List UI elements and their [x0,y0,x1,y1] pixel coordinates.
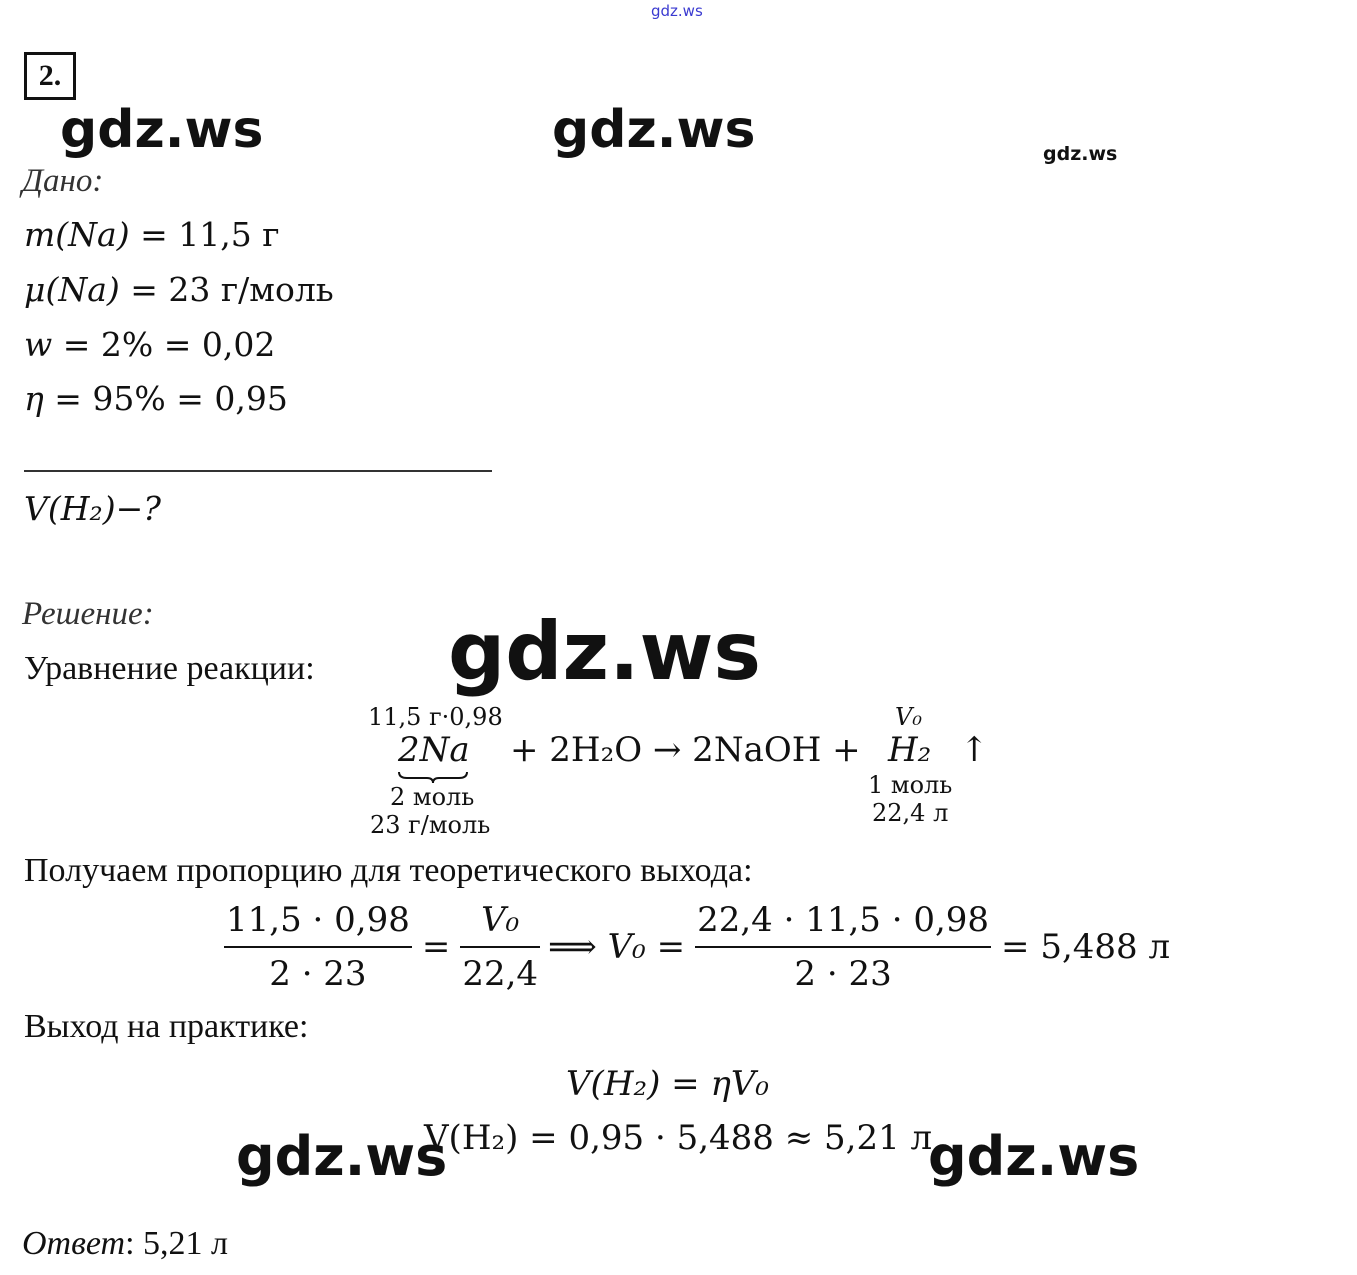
find-line: V(H₂)−? [24,489,161,528]
given-eta-rhs: = 95% = 0,95 [54,379,288,418]
reaction-middle: + 2H₂O → 2NaOH + [510,730,861,770]
reaction-h2-term: H₂ [888,730,932,770]
proportion-equation [224,900,1170,994]
proportion-implies: ⟹ V₀ = [548,927,686,967]
given-w-lhs: w [24,325,53,364]
given-divider [24,470,492,472]
answer-value: : 5,21 л [125,1225,228,1262]
task-number: 2. [24,52,76,100]
reaction-h2-bottom2: 22,4 л [872,799,949,827]
given-line-molar [24,270,334,309]
given-eta-lhs: η [24,379,44,418]
given-line-w [24,325,275,364]
reaction-na-bottom2: 23 г/моль [370,811,491,839]
fraction-v0-den: 2 · 23 [794,954,892,994]
given-line-eta [24,379,288,418]
watermark-top: gdz.ws [651,2,703,20]
fraction-bar [224,946,412,948]
given-mass-lhs: m(Na) [24,215,130,254]
underbrace-icon [397,770,469,784]
watermark-bottom-left: gdz.ws [236,1125,448,1188]
fraction-v0-num: 22,4 · 11,5 · 0,98 [697,900,990,940]
proportion-caption: Получаем пропорцию для теоретического выхода: [24,852,753,889]
watermark-bottom-right: gdz.ws [928,1125,1140,1188]
reaction-caption: Уравнение реакции: [24,650,315,687]
watermark-left: gdz.ws [60,100,264,160]
reaction-na-term: 2Na [398,730,470,770]
practice-equation-2: V(H₂) = 0,95 · 5,488 ≈ 5,21 л [424,1118,933,1158]
answer-label: Ответ [22,1225,126,1262]
reaction-h2-bottom1: 1 моль [868,771,953,799]
practice-caption: Выход на практике: [24,1008,309,1045]
given-molar-lhs: μ(Na) [24,270,120,309]
watermark-right: gdz.ws [1043,143,1118,165]
fraction-bar [695,946,991,948]
solution-label: Решение: [22,596,154,632]
reaction-na-top: 11,5 г·0,98 [368,703,503,731]
fraction-theory-right [460,900,540,994]
proportion-equals: = [421,927,451,967]
fraction-theory-left-den: 2 · 23 [269,954,367,994]
fraction-bar [460,946,540,948]
fraction-theory-left [224,900,412,994]
practice-equation-1: V(H₂) = ηV₀ [566,1064,770,1104]
watermark-center: gdz.ws [552,100,756,160]
given-mass-rhs: = 11,5 г [140,215,280,254]
given-line-mass [24,215,280,254]
given-molar-rhs: = 23 г/моль [130,270,334,309]
answer-line [22,1225,228,1263]
given-w-rhs: = 2% = 0,02 [62,325,276,364]
given-label: Дано: [22,163,104,199]
fraction-theory-right-den: 22,4 [462,954,539,994]
fraction-theory-left-num: 11,5 · 0,98 [226,900,410,940]
fraction-theory-right-num: V₀ [481,900,520,940]
reaction-na-bottom1: 2 моль [390,783,475,811]
watermark-middle: gdz.ws [448,605,762,698]
reaction-h2-top: V₀ [895,703,922,731]
reaction-gas-arrow: ↑ [960,730,989,770]
proportion-result: = 5,488 л [1001,927,1171,967]
fraction-v0 [695,900,991,994]
